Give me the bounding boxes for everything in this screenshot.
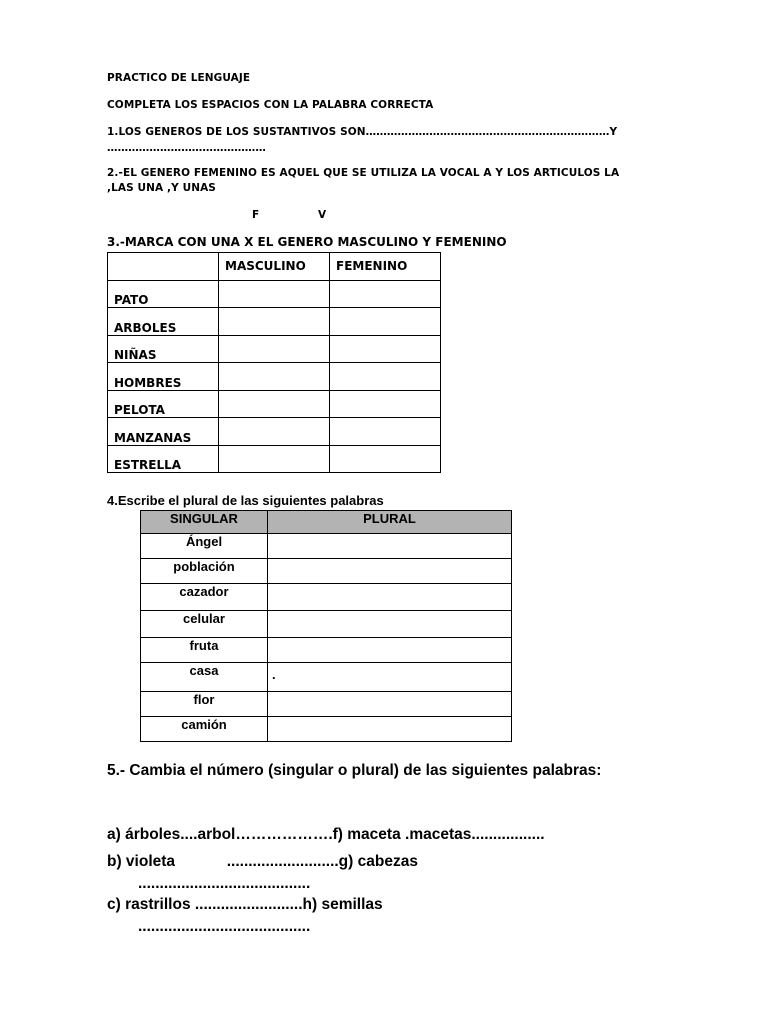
table-row	[108, 335, 441, 363]
singular-cell: celular	[141, 611, 268, 638]
word-cell: PATO	[108, 280, 219, 308]
word-cell: ARBOLES	[108, 308, 219, 336]
feminine-answer-cell[interactable]	[330, 363, 441, 391]
question-5-heading: 5.- Cambia el número (singular o plural) de las siguientes palabras:	[107, 762, 602, 779]
masculine-answer-cell[interactable]	[219, 418, 330, 446]
table-row	[108, 363, 441, 391]
table-row	[141, 611, 512, 638]
singular-cell: cazador	[141, 584, 268, 611]
table-row	[141, 692, 512, 717]
plural-answer-cell[interactable]	[268, 559, 512, 584]
plural-answer-cell[interactable]	[268, 717, 512, 742]
table-row	[141, 663, 512, 692]
plural-table	[140, 510, 512, 742]
word-cell: NIÑAS	[108, 335, 219, 363]
table-row	[141, 717, 512, 742]
question-1-line-1: 1.LOS GENEROS DE LOS SUSTANTIVOS SON……………………………………………………………Y	[107, 126, 618, 138]
feminine-answer-cell[interactable]	[330, 280, 441, 308]
question-4-heading: 4.Escribe el plural de las siguientes palabras	[107, 493, 384, 508]
plural-answer-cell[interactable]: .	[268, 663, 512, 692]
singular-cell: Ángel	[141, 534, 268, 559]
word-cell: HOMBRES	[108, 363, 219, 391]
table-row	[141, 534, 512, 559]
singular-column-header: SINGULAR	[141, 511, 268, 534]
table-row	[141, 584, 512, 611]
word-cell: ESTRELLA	[108, 445, 219, 473]
feminine-answer-cell[interactable]	[330, 308, 441, 336]
plural-answer-cell[interactable]	[268, 692, 512, 717]
masculine-answer-cell[interactable]	[219, 280, 330, 308]
exercise-line-b: b) violeta ..........................g) cabezas	[107, 853, 418, 870]
true-option: V	[318, 209, 327, 221]
question-3-heading: 3.-MARCA CON UNA X EL GENERO MASCULINO Y FEMENINO	[107, 235, 507, 249]
masculine-answer-cell[interactable]	[219, 308, 330, 336]
singular-cell: camión	[141, 717, 268, 742]
plural-column-header: PLURAL	[268, 511, 512, 534]
feminine-answer-cell[interactable]	[330, 445, 441, 473]
feminine-answer-cell[interactable]	[330, 418, 441, 446]
page-title: PRACTICO DE LENGUAJE	[107, 72, 251, 84]
exercise-line-c-continuation: ........................................	[138, 918, 311, 935]
feminine-answer-cell[interactable]	[330, 390, 441, 418]
question-2-text: 2.-EL GENERO FEMENINO ES AQUEL QUE SE UTILIZA LA VOCAL A Y LOS ARTICULOS LA ,LAS UNA ,Y UNAS	[107, 167, 620, 194]
singular-cell: flor	[141, 692, 268, 717]
table-row	[141, 638, 512, 663]
exercise-line-a: a) árboles....arbol……………….f) maceta .macetas.................	[107, 826, 545, 843]
table-row	[108, 390, 441, 418]
table-row	[108, 445, 441, 473]
gender-table	[107, 252, 441, 473]
masculine-answer-cell[interactable]	[219, 390, 330, 418]
plural-answer-cell[interactable]	[268, 611, 512, 638]
masculine-answer-cell[interactable]	[219, 335, 330, 363]
feminine-answer-cell[interactable]	[330, 335, 441, 363]
table-header-row	[141, 511, 512, 534]
question-1-line-2: ………………………………………	[107, 142, 266, 154]
exercise-line-b-continuation: ........................................	[138, 875, 311, 892]
empty-header-cell	[108, 253, 219, 281]
plural-answer-cell[interactable]	[268, 584, 512, 611]
masculine-answer-cell[interactable]	[219, 363, 330, 391]
masculine-column-header: MASCULINO	[219, 253, 330, 281]
singular-cell: fruta	[141, 638, 268, 663]
masculine-answer-cell[interactable]	[219, 445, 330, 473]
word-cell: PELOTA	[108, 390, 219, 418]
table-row	[108, 280, 441, 308]
table-row	[108, 308, 441, 336]
table-header-row	[108, 253, 441, 281]
table-row	[141, 559, 512, 584]
singular-cell: población	[141, 559, 268, 584]
table-row	[108, 418, 441, 446]
instruction: COMPLETA LOS ESPACIOS CON LA PALABRA CORRECTA	[107, 99, 434, 111]
word-cell: MANZANAS	[108, 418, 219, 446]
feminine-column-header: FEMENINO	[330, 253, 441, 281]
plural-answer-cell[interactable]	[268, 638, 512, 663]
plural-answer-cell[interactable]	[268, 534, 512, 559]
singular-cell: casa	[141, 663, 268, 692]
false-option: F	[252, 209, 260, 221]
exercise-line-c: c) rastrillos .........................h) semillas	[107, 896, 383, 913]
